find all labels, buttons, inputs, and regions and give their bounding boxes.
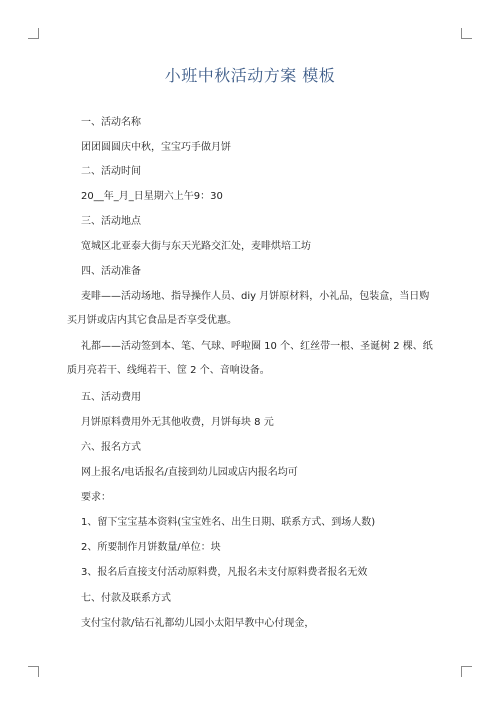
- page-corner-mark-bottom-left: [28, 666, 39, 677]
- section-heading-payment-contact: 七、付款及联系方式: [81, 593, 171, 604]
- requirements-heading: 要求：: [81, 492, 111, 503]
- preparation-paragraph-lidu: [67, 340, 439, 378]
- section-heading-activity-preparation: 四、活动准备: [81, 266, 141, 277]
- activity-name-text: 团团圆圆庆中秋，宝宝巧手做月饼: [81, 142, 231, 153]
- section-heading-activity-time: 二、活动时间: [81, 166, 141, 177]
- requirement-item-1: 1、留下宝宝基本资料(宝宝姓名、出生日期、联系方式、到场人数): [81, 517, 376, 528]
- paragraph-line: 礼都——活动签到本、笔、气球、呼啦圈 10 个、红丝带一根、圣诞树 2 棵、纸: [81, 341, 433, 352]
- activity-time-text: 20__年_月_日星期六上午9：30: [81, 191, 223, 202]
- section-heading-activity-fee: 五、活动费用: [81, 392, 141, 403]
- paragraph-line: 买月饼或店内其它食品是否享受优惠。: [67, 315, 237, 326]
- preparation-paragraph-maifei: [67, 290, 439, 328]
- page-corner-mark-top-right: [461, 28, 472, 39]
- requirement-item-3: 3、报名后直接支付活动原料费，凡报名未支付原料费者报名无效: [81, 567, 368, 578]
- activity-location-text: 宽城区北亚泰大街与东天光路交汇处，麦啡烘培工坊: [81, 241, 311, 252]
- paragraph-line: 质月亮若干、线绳若干、筐 2 个、音响设备。: [67, 365, 270, 376]
- payment-method-text: 支付宝付款/钻石礼都幼儿园小太阳早教中心付现金，: [81, 618, 315, 629]
- paragraph-line: 麦啡——活动场地、指导操作人员、diy 月饼原材料，小礼品，包装盒，当日购: [81, 291, 430, 302]
- registration-method-text: 网上报名/电话报名/直接到幼儿园或店内报名均可: [81, 467, 298, 478]
- requirement-item-2: 2、所要制作月饼数量/单位：块: [81, 542, 221, 553]
- section-heading-activity-name: 一、活动名称: [81, 117, 141, 128]
- section-heading-activity-location: 三、活动地点: [81, 216, 141, 227]
- page-corner-mark-top-left: [28, 28, 39, 39]
- activity-fee-text: 月饼原料费用外无其他收费，月饼每块 8 元: [81, 417, 274, 428]
- document-title: 小班中秋活动方案 模板: [164, 66, 336, 85]
- page-corner-mark-bottom-right: [461, 666, 472, 677]
- section-heading-registration: 六、报名方式: [81, 442, 141, 453]
